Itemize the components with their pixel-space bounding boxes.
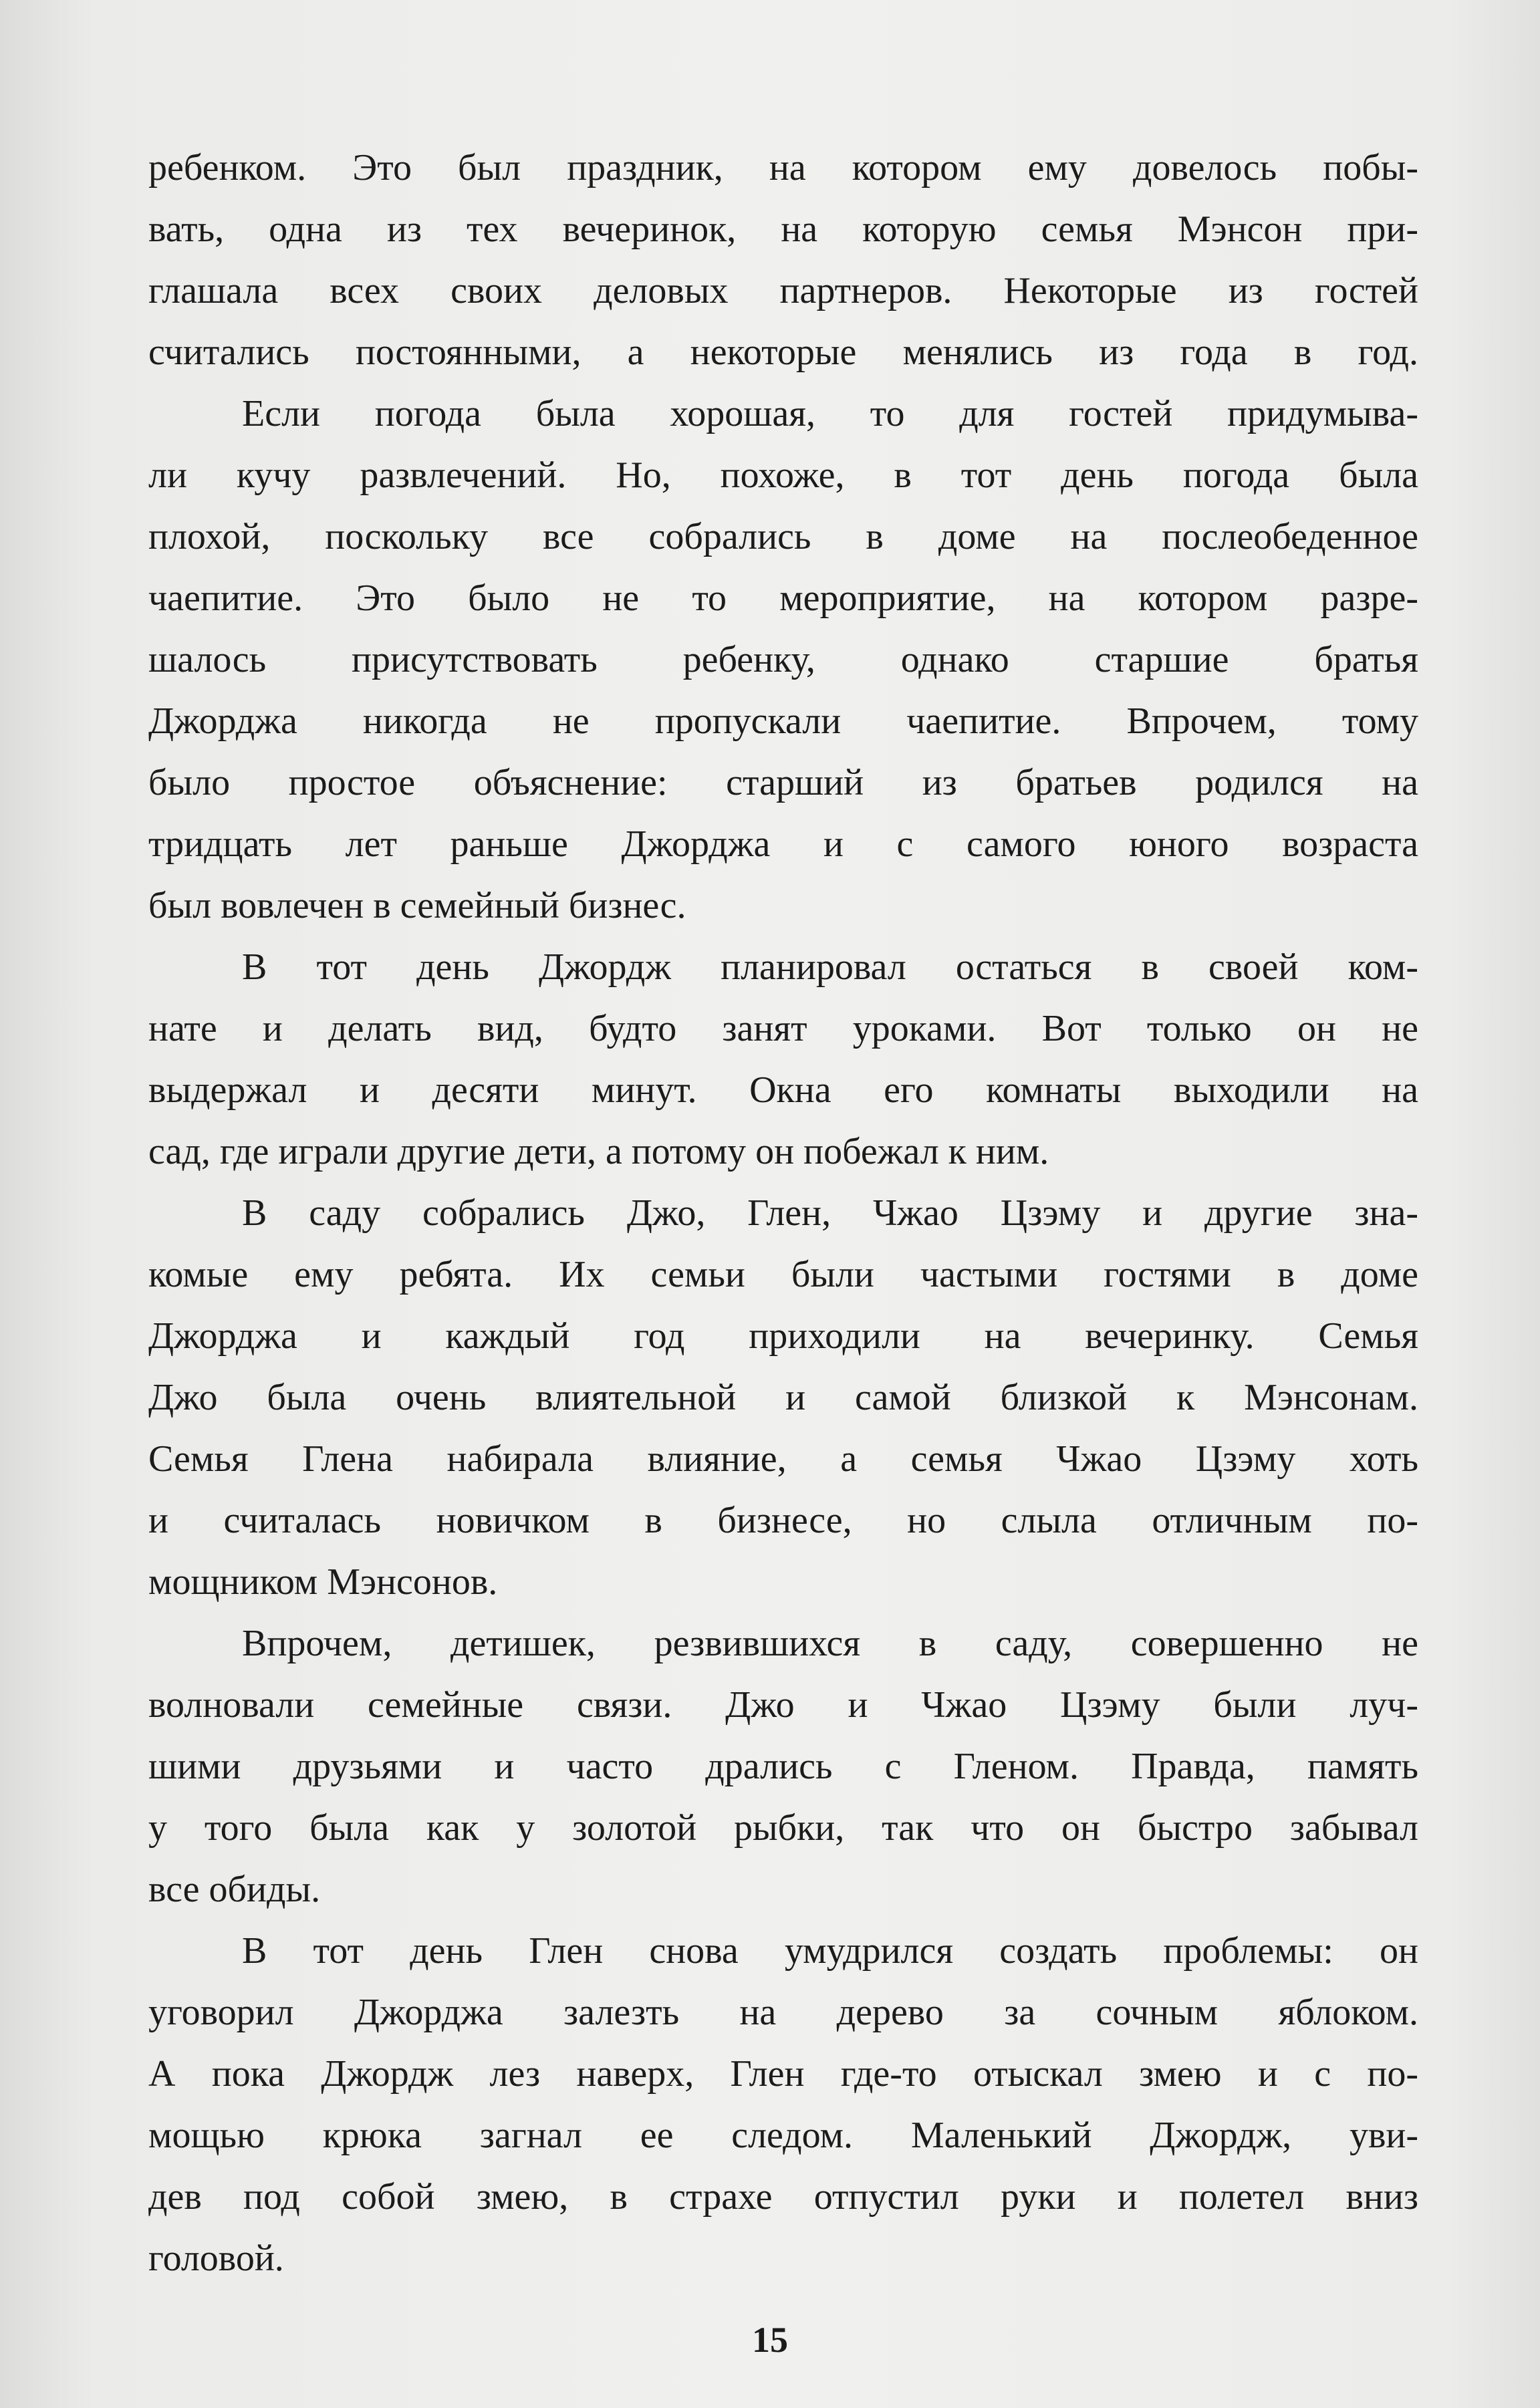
text-line: выдержал и десяти минут. Окна его комнаты выходили на [148,1069,1418,1111]
text-line: у того была как у золотой рыбки, так что он быстро забывал [148,1807,1418,1849]
text-line: все обиды. [148,1869,321,1910]
text-line: глашала всех своих деловых партнеров. Некоторые из гостей [148,270,1418,311]
text-line: уговорил Джорджа залезть на дерево за сочным яблоком. [148,1992,1418,2033]
text-line: считались постоянными, а некоторые менялись из года в год. [148,331,1418,373]
text-line: вать, одна из тех вечеринок, на которую семья Мэнсон при- [148,209,1418,250]
text-line: А пока Джордж лез наверх, Глен где-то отыскал змею и с по- [148,2053,1418,2095]
text-line: Семья Глена набирала влияние, а семья Чжао Цзэму хоть [148,1438,1418,1480]
text-line: тридцать лет раньше Джорджа и с самого юного возраста [148,823,1418,865]
text-line: нате и делать вид, будто занят уроками. Вот только он не [148,1008,1418,1049]
text-line: мощью крюка загнал ее следом. Маленький Джордж, уви- [148,2115,1418,2156]
text-line: мощником Мэнсонов. [148,1561,498,1603]
text-line: Если погода была хорошая, то для гостей придумыва- [242,393,1418,434]
text-line: Впрочем, детишек, резвившихся в саду, совершенно не [242,1623,1418,1664]
text-line: и считалась новичком в бизнесе, но слыла отличным по- [148,1500,1418,1541]
text-line: ребенком. Это был праздник, на котором ему довелось побы- [148,147,1418,188]
text-line: ли кучу развлечений. Но, похоже, в тот день погода была [148,454,1418,496]
text-line: Джорджа никогда не пропускали чаепитие. Впрочем, тому [148,700,1418,742]
text-line: комые ему ребята. Их семьи были частыми гостями в доме [148,1254,1418,1295]
page-number: 15 [752,2320,788,2360]
text-line: В тот день Джордж планировал остаться в своей ком- [242,946,1418,988]
text-line: Джо была очень влиятельной и самой близкой к Мэнсонам. [148,1377,1418,1418]
text-line: головой. [148,2238,284,2279]
text-line: плохой, поскольку все собрались в доме на послеобеденное [148,516,1418,557]
text-line: шими друзьями и часто дрались с Гленом. Правда, память [148,1746,1418,1787]
body-text [148,137,1418,2289]
text-line: дев под собой змею, в страхе отпустил руки и полетел вниз [148,2176,1418,2218]
text-line: чаепитие. Это было не то мероприятие, на котором разре- [148,577,1418,619]
text-line: волновали семейные связи. Джо и Чжао Цзэму были луч- [148,1684,1418,1726]
text-line: В тот день Глен снова умудрился создать проблемы: он [242,1930,1418,1972]
text-line: Джорджа и каждый год приходили на вечеринку. Семья [148,1315,1418,1357]
text-line: В саду собрались Джо, Глен, Чжао Цзэму и другие зна- [242,1192,1418,1234]
text-line: был вовлечен в семейный бизнес. [148,885,686,926]
text-line: сад, где играли другие дети, а потому он побежал к ним. [148,1131,1049,1172]
text-line: шалось присутствовать ребенку, однако старшие братья [148,639,1418,680]
text-line: было простое объяснение: старший из братьев родился на [148,762,1418,803]
